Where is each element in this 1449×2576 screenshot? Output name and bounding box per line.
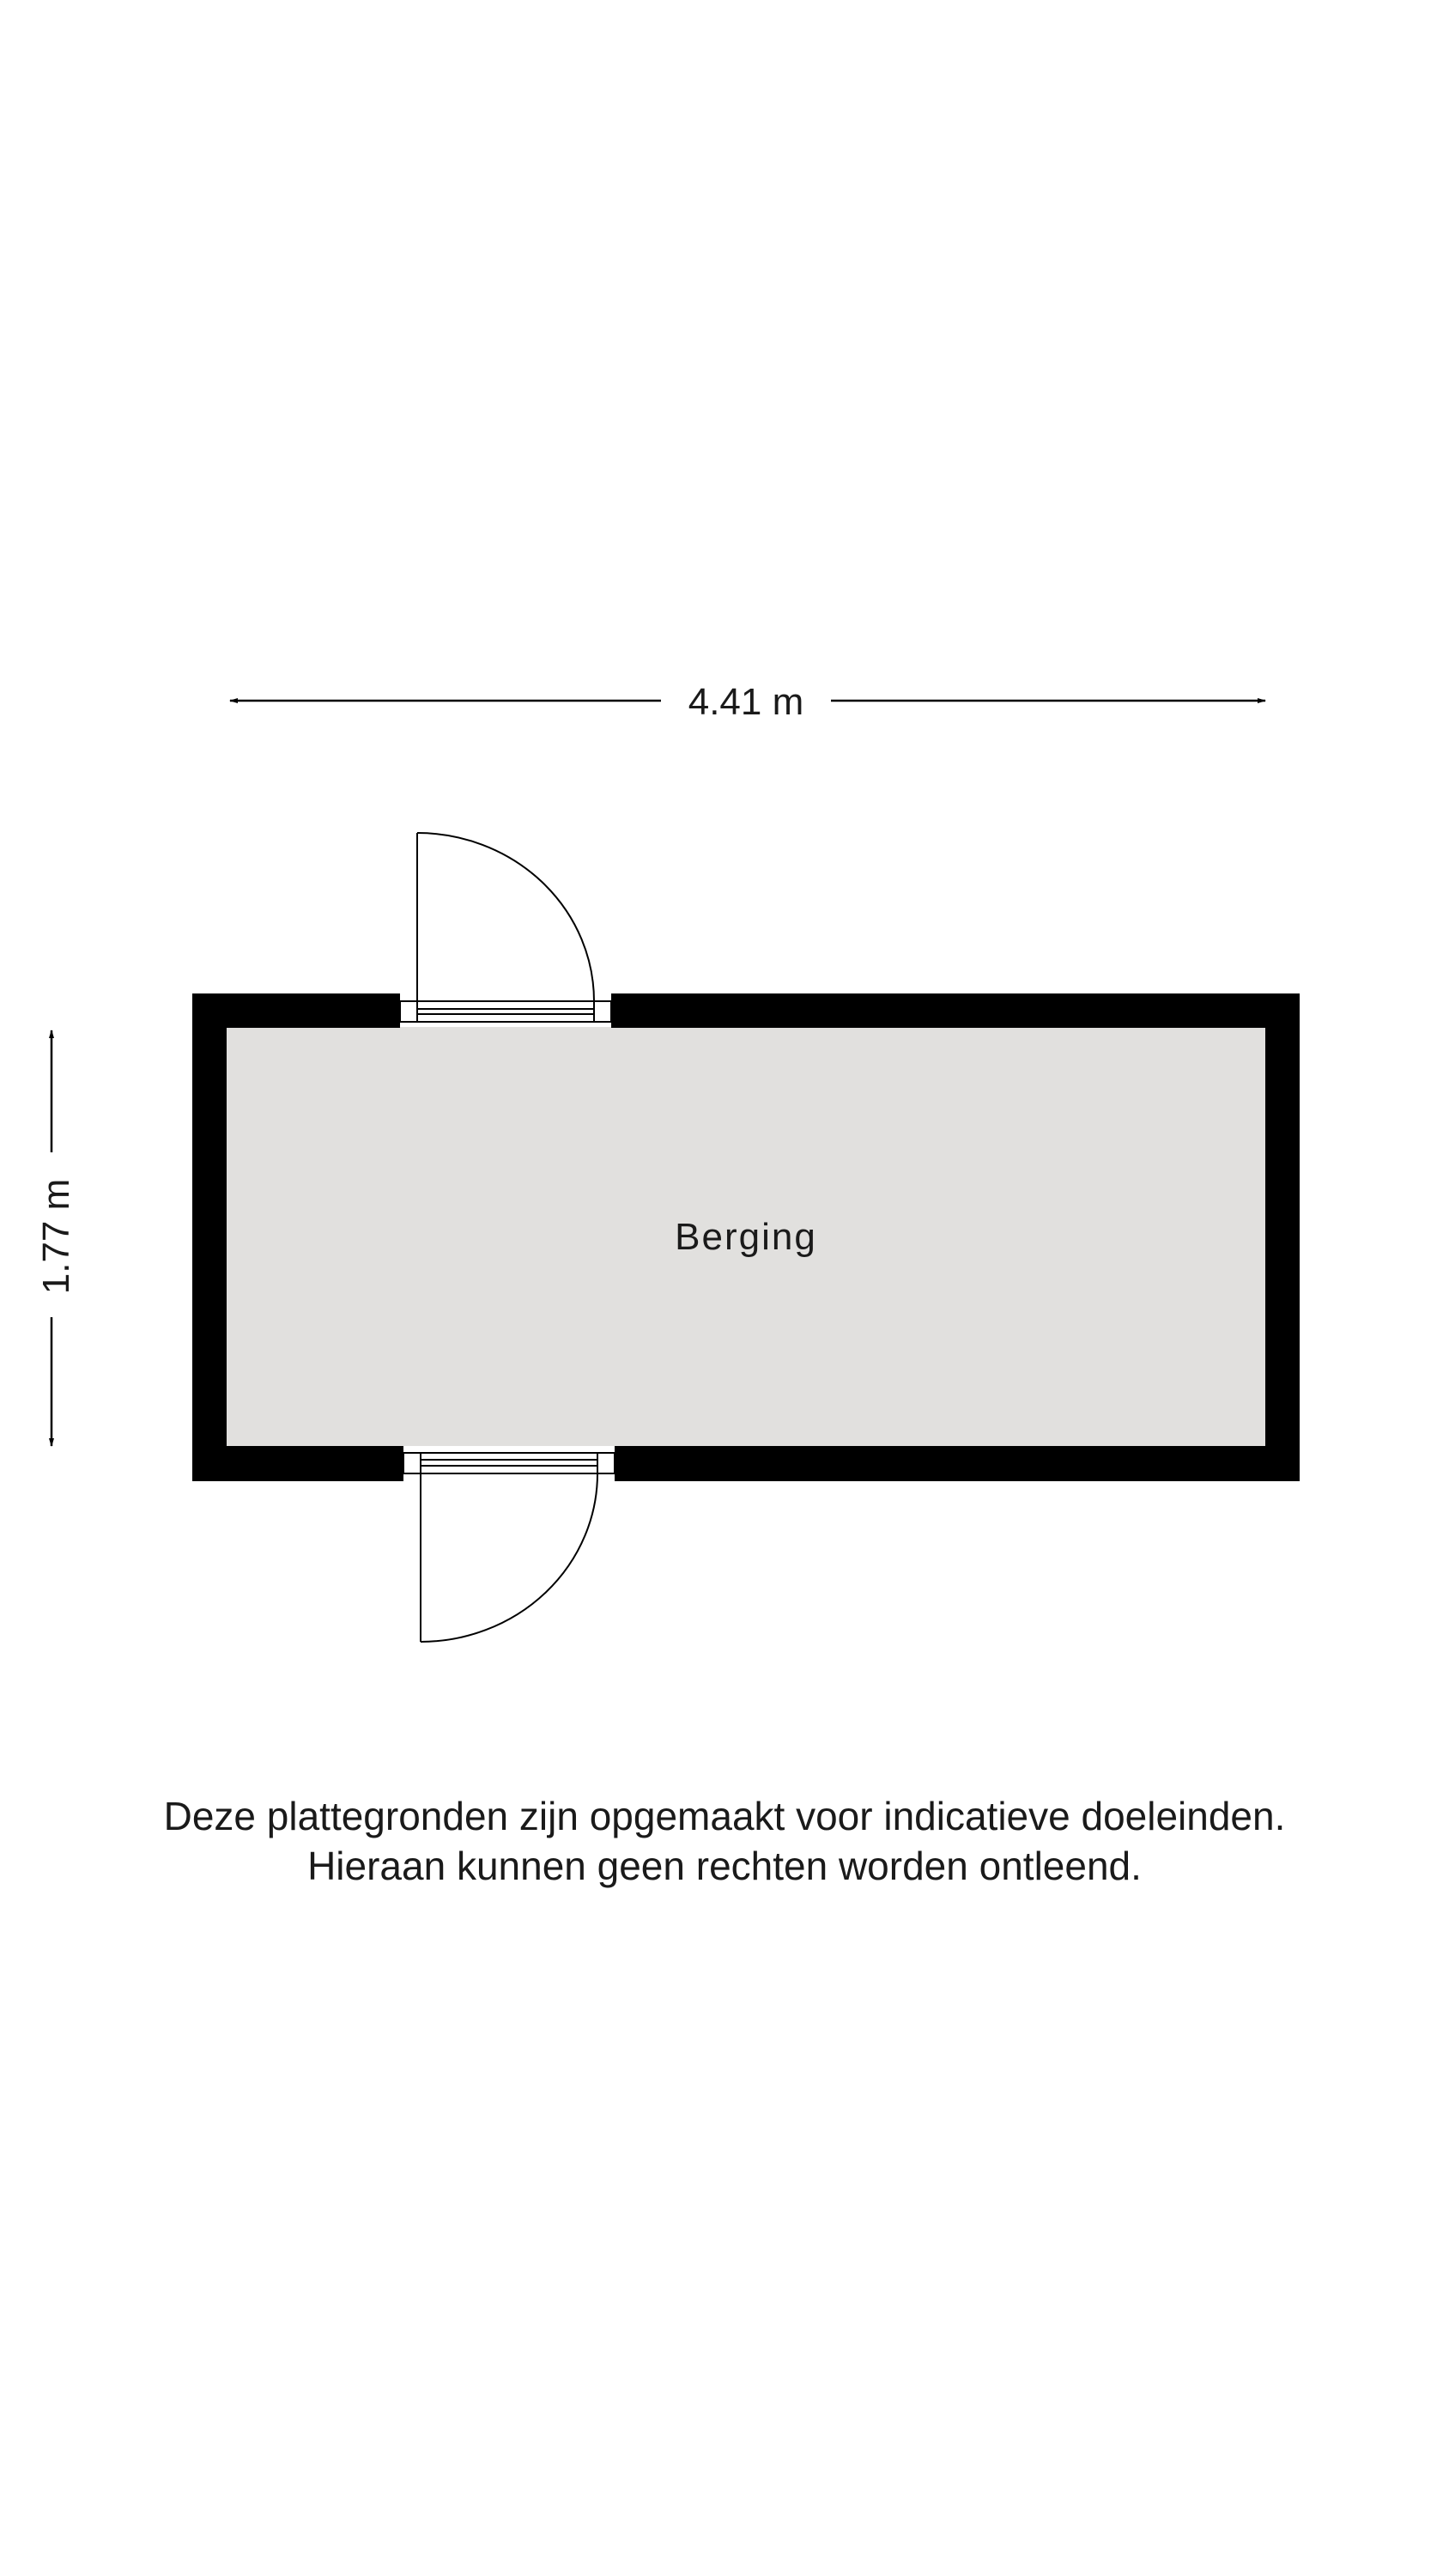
- wall-bottom-left: [192, 1446, 403, 1481]
- disclaimer-line-1: Deze plattegronden zijn opgemaakt voor indicatieve doeleinden.: [163, 1794, 1286, 1838]
- wall-top-right: [611, 993, 1300, 1028]
- height-dimension: [35, 1030, 77, 1446]
- height-dimension-label: 1.77 m: [35, 1178, 77, 1295]
- width-dimension: [230, 681, 1265, 723]
- door-bottom-frame: [403, 1453, 615, 1473]
- door-bottom: [403, 1453, 615, 1642]
- disclaimer-line-2: Hieraan kunnen geen rechten worden ontleend.: [307, 1844, 1142, 1888]
- door-bottom-swing-arc: [421, 1473, 597, 1642]
- door-top-frame: [400, 1001, 611, 1022]
- door-top-swing-arc: [417, 833, 594, 1001]
- wall-left: [192, 993, 227, 1481]
- wall-right: [1265, 993, 1300, 1481]
- disclaimer: [0, 1791, 1449, 1891]
- wall-bottom-right: [615, 1446, 1300, 1481]
- room-label: Berging: [675, 1216, 817, 1258]
- width-dimension-label: 4.41 m: [688, 681, 804, 723]
- door-top: [400, 833, 611, 1022]
